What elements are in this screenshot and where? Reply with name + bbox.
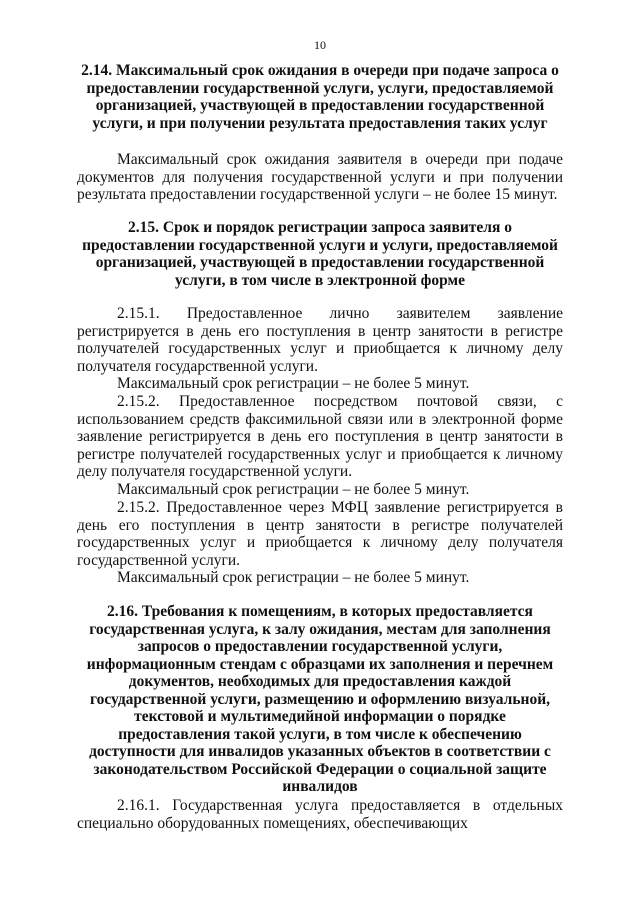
section-2-15-2-mfc-max-time: Максимальный срок регистрации – не более 5 минут. (117, 569, 470, 586)
section-2-15-2-max-time: Максимальный срок регистрации – не более 5 минут. (117, 481, 470, 498)
section-2-15-1-paragraph: 2.15.1. Предоставленное лично заявителем заявление регистрируется в день его поступления в центр занятости в регистре получателей государственных услуг и приобщается к личному делу получателя государственной услуги. (77, 305, 563, 375)
page-number: 10 (314, 38, 326, 52)
section-2-16-heading: 2.16. Требования к помещениям, в которых предоставляется государственная услуга, к залу ожидания, местам для заполнения запросов о предоставлении государственной услуги, информационным стендам с образцами их заполнения и перечнем документов, необходимых для предоставления каждой государственной услуги, размещению и оформлению визуальной, текстовой и мультимедийной информации о порядке предоставления такой услуги, в том числе к обеспечению доступности для инвалидов указанных объектов в соответствии с законодательством Российской Федерации о социальной защите инвалидов (86, 603, 554, 795)
section-2-16-1-paragraph: 2.16.1. Государственная услуга предоставляется в отдельных специально оборудованных помещениях, обеспечивающих (77, 797, 563, 832)
section-2-15-2-mfc-paragraph: 2.15.2. Предоставленное через МФЦ заявление регистрируется в день его поступления в центр занятости в регистре получателей государственных услуг и приобщается к личному делу получателя государственной услуги. (77, 499, 563, 569)
section-2-15-2-paragraph: 2.15.2. Предоставленное посредством почтовой связи, с использованием средств факсимильной связи или в электронной форме заявление регистрируется в день его поступления в центр занятости в регистре получателей государственных услуг и приобщается к личному делу получателя государственной услуги. (77, 393, 563, 480)
section-2-15-1-max-time: Максимальный срок регистрации – не более 5 минут. (117, 375, 470, 392)
section-2-14-heading: 2.14. Максимальный срок ожидания в очереди при подаче запроса о предоставлении государственной услуги, услуги, предоставляемой организацией, участвующей в предоставлении государственной услуги, и при получении результата предоставления таких услуг (81, 62, 559, 132)
section-2-15-heading: 2.15. Срок и порядок регистрации запроса заявителя о предоставлении государственной услуги и услуги, предоставляемой организацией, участвующей в предоставлении государственной услуги, в том числе в электронной форме (82, 219, 558, 289)
section-2-14-paragraph: Максимальный срок ожидания заявителя в очереди при подаче документов для получения государственной услуги и при получении результата предоставлении государственной услуги – не более 15 минут. (77, 151, 563, 203)
